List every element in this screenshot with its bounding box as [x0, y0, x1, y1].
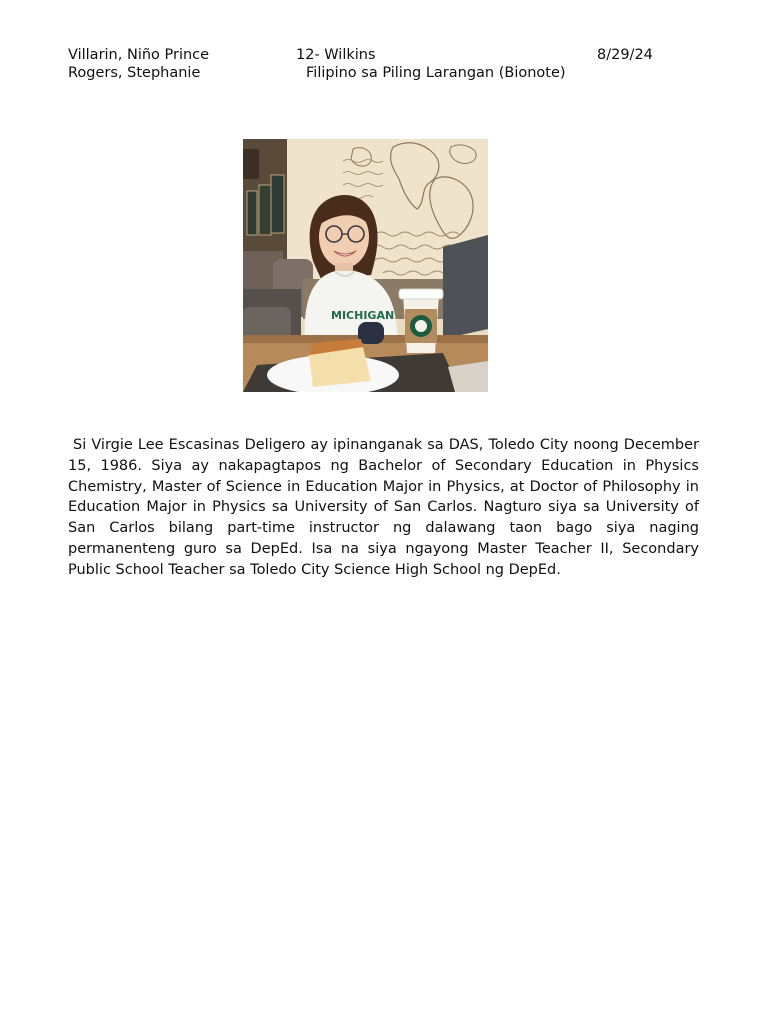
document-date: 8/29/24 — [597, 47, 653, 63]
shirt-text: MICHIGAN — [331, 309, 395, 322]
portrait-photo — [243, 139, 488, 392]
section-label: 12- Wilkins — [296, 47, 376, 63]
author-name-2: Rogers, Stephanie — [68, 65, 201, 81]
author-name-1: Villarin, Niño Prince — [68, 47, 210, 63]
bionote-paragraph: Si Virgie Lee Escasinas Deligero ay ipinanganak sa DAS, Toledo City noong December 15, 1986. Siya ay nakapagtapos ng Bachelor of Secondary Education in Physics Chemistry, Master of Science in Education Major in Physics, at Doctor of Philosophy in Education Major in Physics sa University of San Carlos. Nagturo siya sa University of San Carlos bilang part-time instructor ng dalawang taon bago siya naging permanenteng guro sa DepEd. Isa na siya ngayong Master Teacher II, Secondary Public School Teacher sa Toledo City Science High School ng DepEd. — [68, 437, 699, 578]
subject-title: Filipino sa Piling Larangan (Bionote) — [306, 65, 566, 81]
